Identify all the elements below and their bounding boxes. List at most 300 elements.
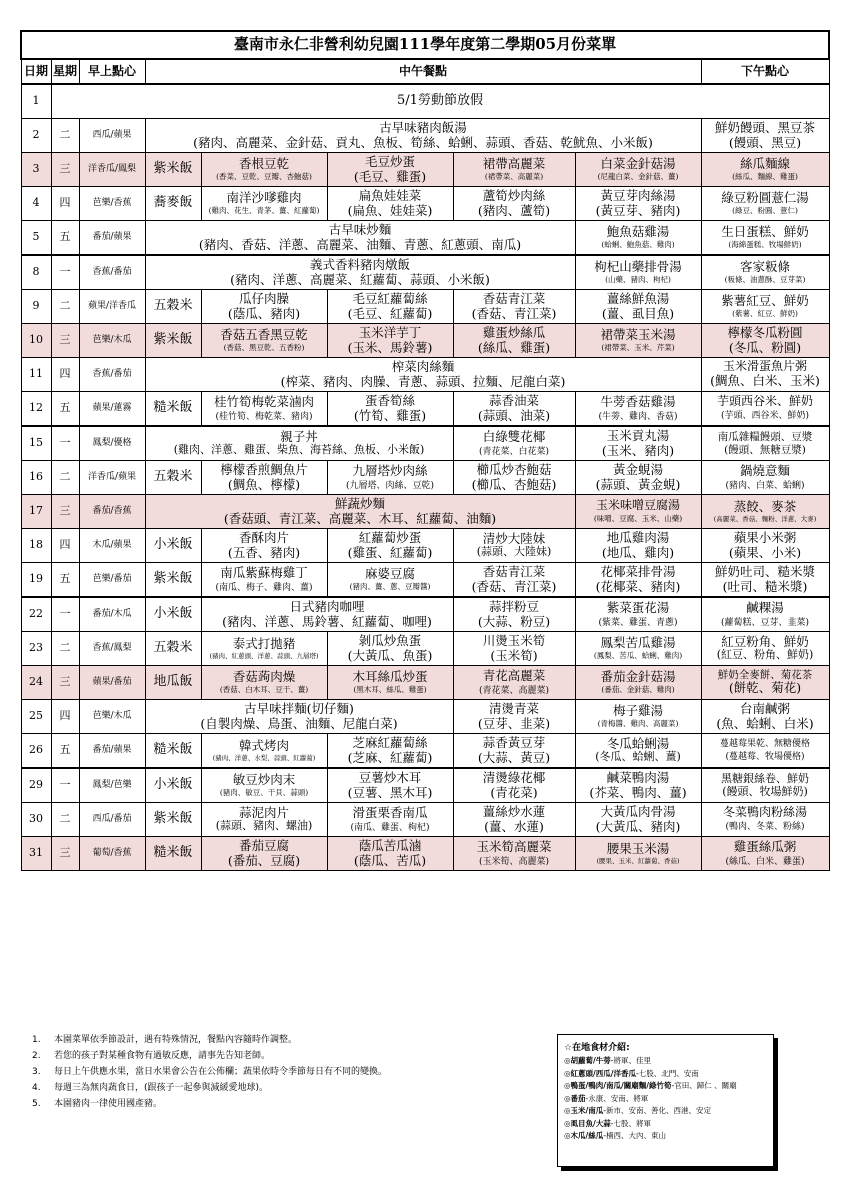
snack-name: 雞蛋絲瓜粥 [733, 839, 797, 855]
dish-name: 古早味炒麵 [328, 222, 392, 238]
lunch-dish-cell [327, 290, 453, 324]
date-cell: 15 [21, 426, 51, 461]
menu-row [21, 837, 829, 871]
weekday-cell: 一 [51, 768, 79, 803]
snack-name: 紫薯紅豆、鮮奶 [721, 293, 809, 308]
snack-ingredients: (綠豆、粉圓、薏仁) [732, 206, 798, 216]
snack-ingredients: (紫薯、紅豆、鮮奶) [732, 309, 798, 319]
dish-name: 扁魚娃娃菜 [358, 188, 422, 204]
weekday-cell: 三 [51, 153, 79, 187]
afternoon-snack-cell [701, 837, 829, 871]
weekday-cell: 四 [51, 700, 79, 734]
lunch-dish-cell [145, 495, 575, 529]
dish-ingredients: (香菇、白木耳、豆干、薑) [219, 685, 309, 695]
afternoon-snack-cell [701, 187, 829, 221]
lunch-dish-cell [453, 768, 575, 803]
dish-ingredients: (番茄、金針菇、雞肉) [601, 685, 675, 695]
dish-name: 榨菜肉絲麵 [391, 359, 455, 375]
snack-ingredients: (鯛魚、白米、玉米) [710, 373, 820, 389]
lunch-dish-cell [453, 632, 575, 666]
weekday-cell: 三 [51, 837, 79, 871]
snack-ingredients: (海綿蛋糕、牧場鮮奶) [728, 240, 802, 250]
date-cell: 9 [21, 290, 51, 324]
menu-row [21, 529, 829, 563]
dish-name: 香菇蒟肉燥 [232, 669, 296, 684]
morning-snack-cell: 番茄/蘋果 [79, 221, 145, 256]
dish-ingredients: (豬肉、香菇、洋蔥、高麗菜、油麵、青蔥、紅蔥頭、南瓜) [198, 236, 522, 252]
staple-cell: 糙米飯 [145, 837, 201, 871]
lunch-dish-cell [201, 734, 327, 769]
weekday-cell: 三 [51, 666, 79, 700]
snack-name: 鹹粿湯 [746, 600, 784, 616]
lunch-soup-cell [575, 495, 701, 529]
lunch-dish-cell [327, 461, 453, 495]
snack-name: 鍋燒意麵 [739, 463, 790, 479]
menu-row [21, 221, 829, 256]
ingredient-places: -官田、歸仁 、關廟 [671, 1081, 737, 1090]
staple-cell: 地瓜飯 [145, 666, 201, 700]
dish-ingredients: (豬肉、蘆筍) [477, 202, 551, 218]
date-cell: 2 [21, 119, 51, 153]
dish-ingredients: (青梅醬、雞肉、高麗菜) [597, 719, 679, 729]
date-cell: 8 [21, 255, 51, 290]
dish-ingredients: (玉米筍) [490, 647, 538, 663]
lunch-dish-cell [453, 426, 575, 461]
dish-name: 鮮蔬炒麵 [334, 496, 385, 512]
date-cell: 4 [21, 187, 51, 221]
date-cell: 1 [21, 84, 51, 119]
dish-name: 清燙綠花椰 [482, 770, 546, 786]
menu-row [21, 666, 829, 700]
lunch-dish-cell [453, 187, 575, 221]
afternoon-snack-cell [701, 632, 829, 666]
morning-snack-cell: 芭樂/番茄 [79, 563, 145, 598]
dish-ingredients: (薑、虱目魚) [601, 305, 675, 321]
dish-name: 義式香料豬肉燉飯 [309, 257, 410, 273]
note-text: 每日上午供應水果，當日水果會公告在公佈欄；蔬果依時令季節每日有不同的變換。 [54, 1067, 388, 1077]
afternoon-snack-cell [701, 392, 829, 427]
snack-ingredients: (魚、蛤蜊、白米) [716, 715, 814, 731]
dish-ingredients: (蔭瓜、豬肉) [227, 305, 301, 321]
lunch-dish-cell [453, 700, 575, 734]
menu-row [21, 187, 829, 221]
snack-name: 冬菜鴨肉粉絲湯 [722, 805, 807, 820]
dish-name: 青花高麗菜 [482, 668, 546, 684]
weekday-cell: 一 [51, 426, 79, 461]
lunch-dish-cell [327, 153, 453, 187]
dish-name: 蒜香油菜 [488, 393, 539, 409]
lunch-dish-cell [453, 392, 575, 427]
dish-name: 剝瓜炒魚蛋 [358, 633, 422, 649]
morning-snack-cell: 鳳梨/優格 [79, 426, 145, 461]
dish-name: 鳳梨苦瓜雞湯 [600, 635, 676, 650]
snack-ingredients: (絲瓜、麵線、雞蛋) [732, 172, 798, 182]
snack-name: 蔓越莓果乾、無糖優格 [719, 739, 810, 750]
dish-name: 梅子雞湯 [612, 703, 663, 718]
date-cell: 10 [21, 324, 51, 358]
menu-row [21, 700, 829, 734]
date-cell: 11 [21, 358, 51, 392]
dish-ingredients: (桂竹筍、梅乾菜、豬肉) [215, 411, 313, 422]
header-weekday: 星期 [51, 59, 79, 84]
afternoon-snack-cell [701, 563, 829, 598]
dish-name: 毛豆炒蛋 [364, 154, 415, 170]
dish-ingredients: (豬肉、紅蔥頭、洋蔥、蒜頭、九層塔) [209, 651, 319, 660]
dish-ingredients: (自製肉燥、鳥蛋、油麵、尼龍白菜) [200, 715, 398, 731]
dish-name: 花椰菜排骨湯 [600, 564, 676, 580]
dish-name: 白綠雙花椰 [482, 429, 546, 445]
date-cell: 19 [21, 563, 51, 598]
dish-ingredients: (薑、水蓮) [484, 818, 544, 834]
dish-ingredients: (青花菜、高麗菜) [478, 685, 550, 696]
dish-name: 薑絲炒水蓮 [482, 804, 546, 820]
snack-name: 蘋果小米粥 [733, 530, 797, 546]
morning-snack-cell: 洋香瓜/鳳梨 [79, 153, 145, 187]
lunch-soup-cell [575, 597, 701, 632]
ingredient-places: -將軍、佳里 [610, 1056, 652, 1065]
dish-ingredients: (雞肉、洋蔥、雞蛋、柴魚、海苔絲、魚板、小米飯) [173, 443, 425, 457]
dish-name: 香菇青江菜 [482, 564, 546, 580]
dish-ingredients: (玉米、豬肉) [601, 442, 675, 458]
weekday-cell: 二 [51, 119, 79, 153]
menu-table [20, 30, 830, 871]
menu-row [21, 495, 829, 529]
afternoon-snack-cell [701, 768, 829, 803]
ingredient-source-item [564, 1105, 773, 1118]
lunch-dish-cell [201, 392, 327, 427]
staple-cell: 小米飯 [145, 529, 201, 563]
snack-name: 鮮奶全麥餅、菊花茶 [717, 669, 813, 682]
menu-row [21, 734, 829, 769]
lunch-soup-cell [575, 666, 701, 700]
weekday-cell: 二 [51, 461, 79, 495]
header-afternoon: 下午點心 [701, 59, 829, 84]
ingredient-source-item [564, 1080, 773, 1093]
dish-ingredients: (豆薯、黑木耳) [347, 784, 433, 800]
ingredient-name: 紅蔥頭/西瓜/洋香瓜 [570, 1068, 637, 1078]
dish-ingredients: (地瓜、雞肉) [601, 544, 675, 560]
dish-ingredients: (香菇、青江菜) [471, 305, 557, 321]
snack-ingredients: (饅頭、牧場鮮奶) [722, 784, 808, 798]
local-ingredients-box [557, 1034, 774, 1167]
ingredient-places: -七股、北門、安南 [636, 1068, 699, 1078]
lunch-dish-cell [145, 426, 453, 461]
lunch-dish-cell [327, 529, 453, 563]
dish-ingredients: (豬肉、高麗菜、金針菇、貢丸、魚板、筍絲、蛤蜊、蒜頭、香菇、乾魷魚、小米飯) [193, 134, 653, 150]
menu-row [21, 632, 829, 666]
dish-ingredients: (絲瓜、雞蛋) [477, 339, 551, 355]
dish-ingredients: (蒜頭、豬肉、螺油) [215, 819, 313, 833]
weekday-cell: 四 [51, 187, 79, 221]
dish-name: 黃金蜆湯 [612, 462, 663, 478]
date-cell: 30 [21, 803, 51, 837]
note-number: 2. [32, 1051, 41, 1061]
dish-name: 滑蛋栗香南瓜 [352, 805, 428, 821]
ingredient-name: 木瓜/絲瓜 [570, 1131, 604, 1140]
snack-name: 檸檬冬瓜粉圓 [727, 325, 803, 341]
afternoon-snack-cell [701, 119, 829, 153]
lunch-dish-cell [327, 632, 453, 666]
afternoon-snack-cell [701, 597, 829, 632]
weekday-cell: 五 [51, 221, 79, 256]
lunch-dish-cell [453, 290, 575, 324]
menu-row [21, 255, 829, 290]
lunch-dish-cell [327, 803, 453, 837]
dish-ingredients: (南瓜、梅子、雞肉、薑) [215, 582, 313, 593]
dish-ingredients: (大蒜、黃豆) [477, 749, 551, 765]
dish-ingredients: (腰果、玉米、紅蘿蔔、香菇) [596, 856, 680, 865]
staple-cell: 紫米飯 [145, 563, 201, 598]
dish-ingredients: (豬肉、洋蔥、馬鈴薯、紅蘿蔔、咖哩) [222, 613, 432, 629]
dish-ingredients: (青花菜、白花菜) [478, 446, 550, 457]
dish-name: 番茄金針菇湯 [600, 669, 676, 684]
dish-name: 鮑魚菇雞湯 [606, 224, 670, 239]
morning-snack-cell: 西瓜/番茄 [79, 803, 145, 837]
weekday-cell: 二 [51, 290, 79, 324]
menu-sheet [20, 30, 828, 871]
morning-snack-cell: 番茄/蘋果 [79, 734, 145, 769]
dish-ingredients: (雞蛋、紅蘿蔔) [347, 544, 433, 560]
snack-ingredients: (蔓越莓、牧場優格) [725, 751, 805, 762]
lunch-soup-cell [575, 803, 701, 837]
dish-ingredients: (玉米、馬鈴薯) [347, 339, 433, 355]
ingredient-name: 鴨蛋/鴨肉/南瓜/關廟麵/綠竹筍 [570, 1081, 672, 1090]
dish-name: 蒜泥肉片 [238, 804, 289, 820]
weekday-cell: 二 [51, 803, 79, 837]
lunch-dish-cell [201, 187, 327, 221]
lunch-dish-cell [327, 734, 453, 769]
lunch-dish-cell [145, 700, 453, 734]
dish-name: 冬瓜蛤蜊湯 [606, 735, 670, 751]
ingredient-source-item [564, 1118, 773, 1131]
dish-ingredients: (豬肉、敏豆、干貝、蒜頭) [219, 788, 309, 798]
dish-name: 泰式打拋豬 [232, 635, 296, 651]
snack-name: 綠豆粉圓薏仁湯 [721, 190, 809, 205]
snack-ingredients: (餅乾、菊花) [728, 680, 802, 696]
dish-name: 清燙青菜 [488, 701, 539, 717]
snack-ingredients: (蘿蔔糕、豆芽、韭菜) [720, 617, 810, 628]
bullet-icon: ◎ [564, 1131, 571, 1140]
dish-ingredients: (鯛魚、檸檬) [227, 476, 301, 492]
staple-cell: 五穀米 [145, 290, 201, 324]
lunch-dish-cell [453, 666, 575, 700]
dish-ingredients: (香菇頭、青江菜、高麗菜、木耳、紅蘿蔔、油麵) [223, 510, 497, 526]
dish-name: 蛋香筍絲 [364, 393, 415, 409]
dish-name: 南瓜紫蘇梅雞丁 [220, 565, 308, 581]
date-cell: 29 [21, 768, 51, 803]
snack-ingredients: (蘋果、小米) [728, 544, 802, 560]
dish-name: 玉米筍高麗菜 [476, 839, 552, 855]
lunch-soup-cell [575, 700, 701, 734]
dish-name: 玉米貢丸湯 [606, 428, 670, 444]
morning-snack-cell: 西瓜/蘋果 [79, 119, 145, 153]
dish-name: 黃豆芽肉絲湯 [600, 188, 676, 204]
date-cell: 31 [21, 837, 51, 871]
snack-ingredients: (芋頭、西谷米、鮮奶) [720, 411, 810, 422]
lunch-soup-cell [575, 221, 701, 256]
menu-row [21, 461, 829, 495]
dish-ingredients: (尼龍白菜、金針菇、薑) [597, 172, 679, 182]
weekday-cell: 五 [51, 563, 79, 598]
afternoon-snack-cell [701, 529, 829, 563]
snack-name: 鮮奶饅頭、黑豆茶 [714, 120, 815, 136]
afternoon-snack-cell [701, 426, 829, 461]
dish-name: 毛豆紅蘿蔔絲 [352, 291, 428, 307]
lunch-dish-cell [201, 529, 327, 563]
weekday-cell: 一 [51, 255, 79, 290]
dish-ingredients: (山藥、豬肉、枸杞) [605, 275, 671, 285]
dish-ingredients: (蔭瓜、苦瓜) [353, 852, 427, 868]
dish-name: 麻婆豆腐 [364, 566, 415, 581]
menu-row [21, 392, 829, 427]
lunch-dish-cell [327, 392, 453, 427]
dish-name: 豆薯炒木耳 [358, 770, 422, 786]
dish-name: 牛蒡香菇雞湯 [600, 394, 676, 410]
staple-cell: 紫米飯 [145, 153, 201, 187]
dish-ingredients: (雞肉、花生、青茅、薑、紅蘿蔔) [208, 206, 320, 216]
note-item [32, 1080, 532, 1096]
ingredient-name: 玉米/南瓜 [570, 1106, 604, 1115]
lunch-dish-cell [327, 324, 453, 358]
dish-ingredients: (裙帶菜、高麗菜) [484, 172, 544, 182]
ingredient-places: -永康、安南、將軍 [585, 1093, 649, 1103]
staple-cell: 紫米飯 [145, 324, 201, 358]
lunch-dish-cell [453, 461, 575, 495]
lunch-soup-cell [575, 290, 701, 324]
morning-snack-cell: 木瓜/蘋果 [79, 529, 145, 563]
morning-snack-cell: 香蕉/鳳梨 [79, 632, 145, 666]
dish-ingredients: (南瓜、雞蛋、枸杞) [350, 822, 430, 833]
menu-row [21, 290, 829, 324]
dish-name: 親子丼 [280, 428, 318, 444]
dish-ingredients: (蒜頭、大陸妹) [476, 545, 552, 559]
lunch-dish-cell [327, 837, 453, 871]
dish-name: 番茄豆腐 [238, 838, 289, 854]
morning-snack-cell: 香蕉/番茄 [79, 255, 145, 290]
staple-cell: 小米飯 [145, 768, 201, 803]
morning-snack-cell: 芭樂/木瓜 [79, 324, 145, 358]
ingredient-source-item [564, 1055, 773, 1068]
dish-ingredients: (裙帶菜、玉米、芹菜) [601, 343, 675, 353]
staple-cell: 五穀米 [145, 461, 201, 495]
dish-ingredients: (豬肉、洋蔥、高麗菜、紅蘿蔔、蒜頭、小米飯) [230, 271, 490, 287]
snack-name: 鮮奶吐司、糙米漿 [714, 564, 815, 580]
date-cell: 5 [21, 221, 51, 256]
ingredient-name: 虱目魚/大蒜 [570, 1118, 611, 1128]
header-morning: 早上點心 [79, 59, 145, 84]
afternoon-snack-cell [701, 153, 829, 187]
dish-name: 腰果玉米湯 [606, 840, 670, 856]
dish-ingredients: (花椰菜、豬肉) [595, 578, 681, 594]
note-item [32, 1032, 532, 1048]
menu-row [21, 563, 829, 598]
lunch-dish-cell [201, 597, 453, 632]
weekday-cell: 三 [51, 324, 79, 358]
dish-name: 古早味豬肉飯湯 [379, 120, 467, 136]
dish-ingredients: (冬瓜、蛤蜊、薑) [595, 750, 681, 764]
dish-ingredients: (芥菜、鴨肉、薑) [589, 784, 687, 800]
afternoon-snack-cell [701, 803, 829, 837]
dish-ingredients: (五香、豬肉) [227, 544, 301, 560]
dish-ingredients: (大蒜、粉豆) [477, 613, 551, 629]
afternoon-snack-cell [701, 255, 829, 290]
morning-snack-cell: 蘋果/洋香瓜 [79, 290, 145, 324]
dish-ingredients: (紫菜、雞蛋、青蔥) [598, 617, 678, 628]
lunch-soup-cell [575, 324, 701, 358]
bullet-icon: ◎ [564, 1118, 571, 1128]
dish-ingredients: (蒜頭、油菜) [477, 407, 551, 423]
snack-name: 絲瓜麵線 [739, 156, 790, 171]
dish-name: 九層塔炒肉絲 [352, 463, 428, 479]
ingredient-name: 胡蘿蔔/牛蒡 [570, 1056, 611, 1065]
ingredient-places: -新市、安南、善化、西港、安定 [603, 1106, 712, 1115]
lunch-dish-cell [453, 324, 575, 358]
dish-ingredients: (毛豆、紅蘿蔔) [347, 305, 433, 321]
snack-name: 玉米滑蛋魚片粥 [722, 359, 807, 374]
date-cell: 18 [21, 529, 51, 563]
weekday-cell: 三 [51, 495, 79, 529]
staple-cell: 糙米飯 [145, 734, 201, 769]
dish-name: 櫛瓜炒杏鮑菇 [476, 462, 552, 478]
morning-snack-cell: 洋香瓜/蘋果 [79, 461, 145, 495]
menu-row [21, 84, 829, 119]
dish-ingredients: (青花菜) [490, 784, 538, 800]
dish-name: 木耳絲瓜炒蛋 [352, 669, 428, 684]
snack-ingredients: (吐司、糙米漿) [722, 578, 808, 594]
lunch-dish-cell [145, 255, 575, 290]
lunch-dish-cell [327, 666, 453, 700]
menu-row [21, 324, 829, 358]
menu-row [21, 768, 829, 803]
note-number: 5. [32, 1099, 41, 1109]
dish-name: 蒜拌粉豆 [488, 599, 539, 615]
snack-name: 生日蛋糕、鮮奶 [721, 224, 809, 239]
afternoon-snack-cell [701, 666, 829, 700]
snack-name: 蒸餃、麥茶 [733, 498, 797, 514]
staple-cell: 小米飯 [145, 597, 201, 632]
dish-ingredients: (芝麻、紅蘿蔔) [347, 749, 433, 765]
dish-ingredients: (大黃瓜、魚蛋) [347, 647, 433, 663]
lunch-dish-cell [201, 461, 327, 495]
snack-ingredients: (絲瓜、白米、雞蛋) [725, 856, 805, 867]
lunch-soup-cell [575, 768, 701, 803]
dish-name: 玉米味噌豆腐湯 [595, 498, 680, 513]
dish-name: 川燙玉米筍 [482, 633, 546, 649]
lunch-dish-cell [201, 290, 327, 324]
menu-row [21, 358, 829, 392]
dish-name: 紫菜蛋花湯 [606, 600, 670, 616]
dish-name: 日式豬肉咖哩 [289, 599, 365, 615]
afternoon-snack-cell [701, 324, 829, 358]
date-cell: 16 [21, 461, 51, 495]
snack-ingredients: (豬肉、白菜、蛤蜊) [725, 480, 805, 491]
ingredient-name: 番茄 [570, 1093, 586, 1103]
date-cell: 3 [21, 153, 51, 187]
lunch-soup-cell [575, 734, 701, 769]
snack-name: 黑糖銀絲卷、鮮奶 [721, 771, 809, 785]
lunch-soup-cell [575, 153, 701, 187]
dish-ingredients: (大黃瓜、豬肉) [595, 818, 681, 834]
afternoon-snack-cell [701, 221, 829, 256]
weekday-cell: 二 [51, 632, 79, 666]
date-cell: 25 [21, 700, 51, 734]
lunch-dish-cell [145, 358, 701, 392]
snack-name: 南瓜雜糧饅頭、豆漿 [717, 431, 813, 444]
bullet-icon: ◎ [564, 1056, 571, 1065]
lunch-dish-cell [145, 221, 575, 256]
dish-name: 芝麻紅蘿蔔絲 [352, 735, 428, 751]
date-cell: 12 [21, 392, 51, 427]
